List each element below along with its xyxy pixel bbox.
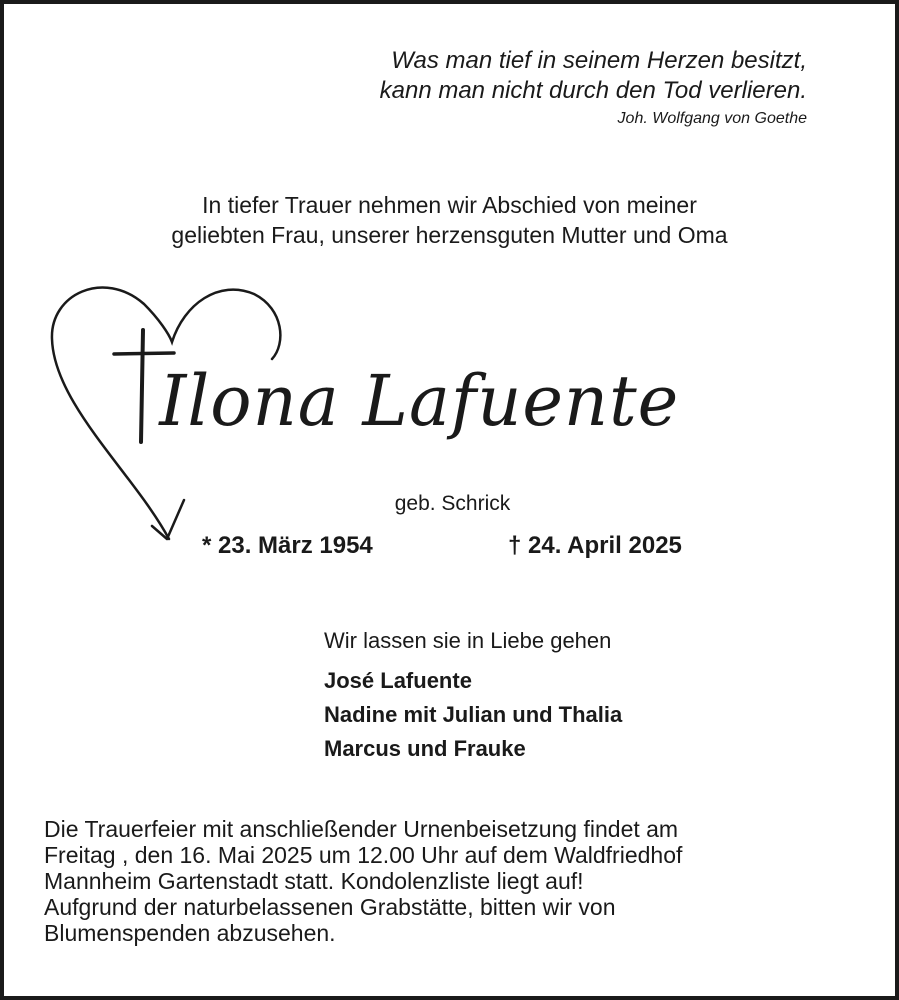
funeral-notice-line: Blumenspenden abzusehen. bbox=[44, 920, 336, 946]
family-member: Nadine mit Julian und Thalia bbox=[324, 702, 623, 727]
quote-author: Joh. Wolfgang von Goethe bbox=[617, 110, 807, 127]
death-date: † 24. April 2025 bbox=[508, 532, 682, 559]
maiden-name bbox=[4, 492, 895, 516]
intro-line-2: geliebten Frau, unserer herzensguten Mutter und Oma bbox=[171, 222, 728, 248]
quote-line-2: kann man nicht durch den Tod verlieren. bbox=[379, 77, 807, 104]
family-member: Marcus und Frauke bbox=[324, 736, 526, 761]
maiden-name-text: geb. Schrick bbox=[394, 492, 511, 515]
birth-date: * 23. März 1954 bbox=[202, 532, 373, 559]
deceased-name: Ilona Lafuente bbox=[159, 360, 680, 442]
intro-line-1: In tiefer Trauer nehmen wir Abschied von meiner bbox=[202, 192, 697, 218]
family-member: José Lafuente bbox=[324, 668, 472, 693]
funeral-notice-line: Die Trauerfeier mit anschließender Urnenbeisetzung findet am bbox=[44, 816, 679, 842]
funeral-notice-line: Mannheim Gartenstadt statt. Kondolenzliste liegt auf! bbox=[44, 868, 584, 894]
quote-line-1: Was man tief in seinem Herzen besitzt, bbox=[391, 47, 807, 74]
funeral-notice-line: Freitag , den 16. Mai 2025 um 12.00 Uhr auf dem Waldfriedhof bbox=[44, 842, 683, 868]
family-intro: Wir lassen sie in Liebe gehen bbox=[324, 628, 612, 653]
funeral-notice-line: Aufgrund der naturbelassenen Grabstätte, bitten wir von bbox=[44, 894, 616, 920]
